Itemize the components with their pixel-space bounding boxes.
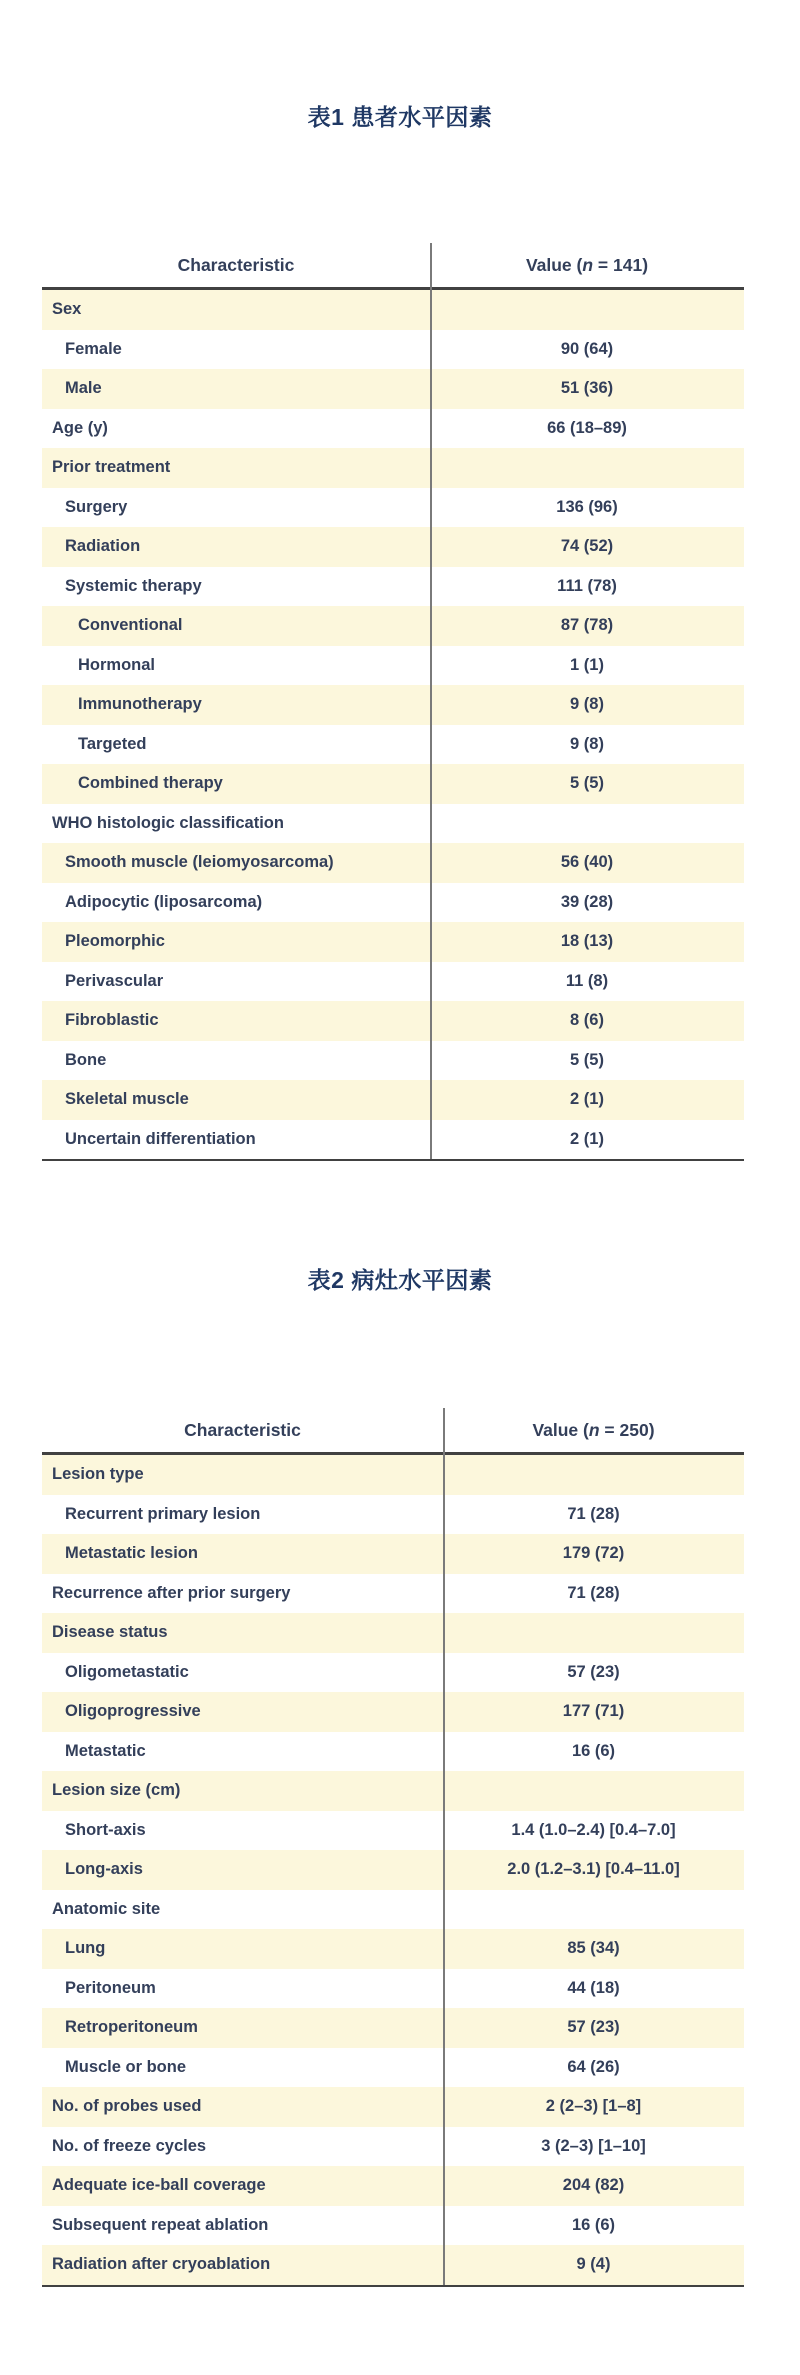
table2-header-characteristic: Characteristic	[184, 1419, 301, 1440]
row-value: 57 (23)	[567, 1662, 620, 1681]
table-row	[42, 1495, 744, 1535]
row-label: Lung	[65, 1939, 106, 1958]
row-label: Lesion size (cm)	[52, 1781, 181, 1800]
row-value: 177 (71)	[562, 1702, 625, 1721]
row-label: No. of freeze cycles	[52, 2136, 207, 2155]
table-row	[42, 962, 744, 1002]
row-label: Metastatic lesion	[65, 1544, 198, 1563]
table2-figure	[0, 1161, 800, 2287]
table-row	[42, 685, 744, 725]
table-row	[42, 1574, 744, 1614]
value-header-prefix: Value (	[532, 1419, 589, 1440]
table1	[42, 243, 744, 1161]
row-value: 71 (28)	[567, 1583, 620, 1602]
table-row	[42, 725, 744, 765]
row-label: Peritoneum	[65, 1978, 156, 1997]
row-value: 1 (1)	[570, 655, 604, 674]
table-row	[42, 1850, 744, 1890]
table1-body	[42, 290, 744, 1159]
row-value: 2 (2–3) [1–8]	[545, 2097, 642, 2116]
row-label: Perivascular	[65, 971, 164, 990]
row-label: Age (y)	[52, 418, 108, 437]
table-row	[42, 1771, 744, 1811]
row-value: 87 (78)	[560, 616, 614, 635]
row-label: Targeted	[78, 734, 147, 753]
table-row	[42, 646, 744, 686]
table-row	[42, 1455, 744, 1495]
row-value: 3 (2–3) [1–10]	[541, 2136, 646, 2155]
row-value: 111 (78)	[557, 576, 617, 595]
row-value: 9 (4)	[576, 2255, 611, 2274]
row-label: Disease status	[52, 1623, 168, 1642]
value-header-suffix: = 141)	[593, 254, 649, 275]
row-label: Male	[65, 379, 102, 398]
row-label: Adipocytic (liposarcoma)	[65, 892, 263, 911]
row-value: 57 (23)	[567, 2018, 620, 2037]
row-value: 204 (82)	[562, 2176, 625, 2195]
row-label: Recurrence after prior surgery	[52, 1583, 291, 1602]
row-label: Short-axis	[65, 1820, 146, 1839]
table-row	[42, 369, 744, 409]
table-row	[42, 1692, 744, 1732]
row-value: 5 (5)	[570, 1050, 604, 1069]
table1-header-characteristic: Characteristic	[177, 254, 295, 275]
row-label: WHO histologic classification	[52, 813, 284, 832]
table-row	[42, 2127, 744, 2167]
row-label: Uncertain differentiation	[65, 1129, 256, 1148]
table2-header-value	[443, 1420, 744, 1441]
row-label: Oligometastatic	[65, 1662, 189, 1681]
row-value: 71 (28)	[567, 1504, 620, 1523]
table-row	[42, 922, 744, 962]
row-label: Oligoprogressive	[65, 1702, 201, 1721]
table-row	[42, 1732, 744, 1772]
table2	[42, 1408, 744, 2287]
row-value: 16 (6)	[571, 2215, 616, 2234]
table-row	[42, 1811, 744, 1851]
row-value: 64 (26)	[567, 2057, 620, 2076]
table-row	[42, 883, 744, 923]
table-row	[42, 1001, 744, 1041]
row-value: 56 (40)	[560, 853, 614, 872]
table-row	[42, 448, 744, 488]
table-row	[42, 1080, 744, 1120]
table-row	[42, 606, 744, 646]
row-label: Skeletal muscle	[65, 1090, 189, 1109]
table-row	[42, 1120, 744, 1160]
row-value: 16 (6)	[571, 1741, 616, 1760]
row-value: 66 (18–89)	[547, 418, 627, 437]
table1-title: 表1 患者水平因素	[307, 104, 493, 130]
row-value: 9 (8)	[570, 734, 604, 753]
row-label: Long-axis	[65, 1860, 143, 1879]
row-value: 9 (8)	[570, 695, 604, 714]
row-label: Subsequent repeat ablation	[52, 2215, 269, 2234]
table2-body	[42, 1455, 744, 2285]
table-row	[42, 2245, 744, 2285]
row-label: Immunotherapy	[78, 695, 202, 714]
row-value: 90 (64)	[560, 339, 614, 358]
row-label: Prior treatment	[52, 458, 171, 477]
row-value: 136 (96)	[556, 497, 618, 516]
row-label: Combined therapy	[78, 774, 223, 793]
table-row	[42, 1969, 744, 2009]
table-row	[42, 2048, 744, 2088]
row-value: 11 (8)	[565, 971, 609, 990]
row-label: Hormonal	[78, 655, 156, 674]
table2-title: 表2 病灶水平因素	[307, 1267, 493, 1293]
row-label: Bone	[65, 1050, 107, 1069]
row-label: Pleomorphic	[65, 932, 165, 951]
table-row	[42, 488, 744, 528]
row-label: Conventional	[78, 616, 183, 635]
row-label: Fibroblastic	[65, 1011, 159, 1030]
value-header-suffix: = 250)	[599, 1419, 655, 1440]
value-header-n-symbol: n	[588, 1419, 600, 1440]
row-label: Metastatic	[65, 1741, 146, 1760]
row-value: 2 (1)	[570, 1129, 604, 1148]
row-value: 2 (1)	[570, 1090, 604, 1109]
row-value: 1.4 (1.0–2.4) [0.4–7.0]	[511, 1820, 676, 1839]
table-row	[42, 843, 744, 883]
row-label: No. of probes used	[52, 2097, 202, 2116]
row-label: Systemic therapy	[65, 576, 202, 595]
row-label: Smooth muscle (leiomyosarcoma)	[65, 853, 334, 872]
table1-column-divider	[430, 243, 432, 1159]
table-row	[42, 764, 744, 804]
row-value: 74 (52)	[560, 537, 614, 556]
table1-header-row	[42, 243, 744, 290]
row-value: 44 (18)	[567, 1978, 620, 1997]
row-label: Female	[65, 339, 122, 358]
row-label: Radiation after cryoablation	[52, 2255, 271, 2274]
row-value: 2.0 (1.2–3.1) [0.4–11.0]	[507, 1860, 680, 1879]
table1-header-value	[430, 255, 744, 276]
row-label: Lesion type	[52, 1465, 144, 1484]
table-row	[42, 2166, 744, 2206]
table-row	[42, 1653, 744, 1693]
row-value: 18 (13)	[560, 932, 614, 951]
table-row	[42, 1534, 744, 1574]
table-row	[42, 2087, 744, 2127]
table1-figure	[0, 0, 800, 1161]
row-label: Sex	[52, 300, 82, 319]
row-value: 51 (36)	[560, 379, 614, 398]
table-row	[42, 1890, 744, 1930]
row-label: Radiation	[65, 537, 141, 556]
table-row	[42, 2206, 744, 2246]
table-row	[42, 1613, 744, 1653]
value-header-prefix: Value (	[525, 254, 583, 275]
table-row	[42, 290, 744, 330]
table-row	[42, 1929, 744, 1969]
row-value: 8 (6)	[570, 1011, 604, 1030]
row-value: 85 (34)	[567, 1939, 620, 1958]
row-value: 179 (72)	[562, 1544, 625, 1563]
table-row	[42, 527, 744, 567]
row-label: Anatomic site	[52, 1899, 161, 1918]
row-label: Recurrent primary lesion	[65, 1504, 261, 1523]
value-header-n-symbol: n	[582, 254, 594, 275]
row-label: Surgery	[65, 497, 128, 516]
table-row	[42, 804, 744, 844]
table2-header-row	[42, 1408, 744, 1455]
table-row	[42, 567, 744, 607]
row-label: Retroperitoneum	[65, 2018, 198, 2037]
table-row	[42, 409, 744, 449]
table-row	[42, 330, 744, 370]
row-label: Adequate ice-ball coverage	[52, 2176, 266, 2195]
table2-column-divider	[443, 1408, 445, 2285]
table-row	[42, 1041, 744, 1081]
row-value: 5 (5)	[570, 774, 604, 793]
row-label: Muscle or bone	[65, 2057, 187, 2076]
table-row	[42, 2008, 744, 2048]
row-value: 39 (28)	[560, 892, 614, 911]
